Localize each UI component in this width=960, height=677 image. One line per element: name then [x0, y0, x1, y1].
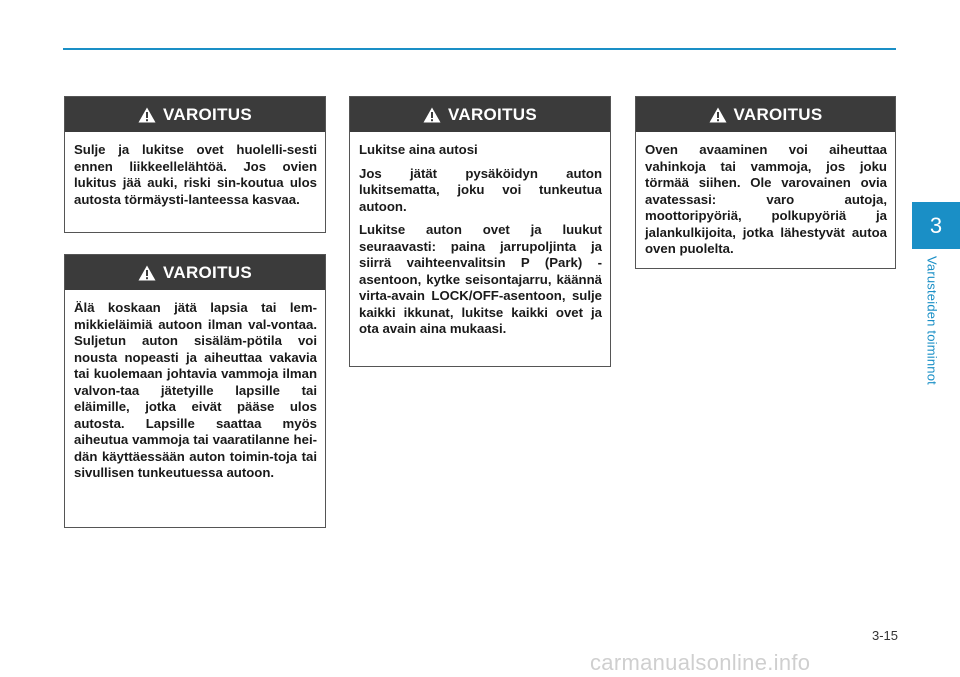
warning-header [65, 97, 325, 132]
watermark: carmanualsonline.info [590, 650, 811, 675]
chapter-tab [912, 202, 960, 249]
warning-box-door-opening [635, 96, 896, 269]
warning-paragraph: Älä koskaan jätä lapsia tai lem-mikkieläimiä autoon ilman val-vontaa. Suljetun auton sisäläm-pötila voi nousta nopeasti ja aiheuttaa vakavia tai kuolemaan johtavia vammoja ilman valvon-taa jätetyille lapsille tai eläimille, jotka eivät pääse ulos autosta. Lapsille saattaa myös aiheutua vammoja tai vaaratilanne hei-dän käyttäessään auton toimin-toja tai sivullisen tunkeutuessa autoon. [74, 300, 317, 480]
warning-header [350, 97, 610, 132]
warning-title: VAROITUS [733, 104, 823, 124]
warning-box-door-lock [64, 96, 326, 233]
chapter-number: 3 [929, 212, 943, 238]
warning-title: VAROITUS [163, 262, 252, 282]
warning-paragraph: Lukitse aina autosi [359, 142, 478, 157]
warning-text [65, 132, 325, 218]
warning-box-children-pets [64, 254, 326, 528]
warning-title: VAROITUS [448, 104, 537, 124]
warning-title: VAROITUS [163, 104, 252, 124]
warning-paragraph: Oven avaaminen voi aiheuttaa vahinkoja tai vammoja, jos joku törmää siihen. Ole varovainen ovia avatessasi: varo autoja, moottoripyöriä, polkupyöriä ja jalankulkijoita, jotka lähestyvät autoa oven puolelta. [645, 142, 887, 256]
chapter-title: Varusteiden toiminnot [924, 256, 940, 385]
warning-paragraph: Lukitse auton ovet ja luukut seuraavasti: paina jarrupoljinta ja siirrä vaihteenvalitsin P (Park) -asentoon, kytke seisontajarru, käännä virta-avain LOCK/OFF-asentoon, sulje kaikki ikkunat, lukitse kaikki ovet ja ota avain aina mukaasi. [359, 222, 602, 336]
warning-triangle-icon [138, 265, 156, 281]
page-number: 3-15 [871, 628, 898, 643]
warning-text [65, 290, 325, 492]
warning-text [350, 132, 610, 348]
warning-header [636, 97, 895, 132]
warning-box-lock-car [349, 96, 611, 367]
warning-paragraph: Sulje ja lukitse ovet huolelli-sesti ennen liikkeellelähtöä. Jos ovien lukitus jää auki, riski sin-koutua ulos autosta törmäysti-lanteessa kasvaa. [74, 142, 317, 207]
warning-triangle-icon [709, 107, 727, 123]
warning-triangle-icon [138, 107, 156, 123]
warning-text [636, 132, 895, 268]
header-rule [63, 48, 896, 50]
warning-triangle-icon [423, 107, 441, 123]
warning-paragraph: Jos jätät pysäköidyn auton lukitsematta, joku voi tunkeutua autoon. [359, 165, 602, 214]
warning-header [65, 255, 325, 290]
